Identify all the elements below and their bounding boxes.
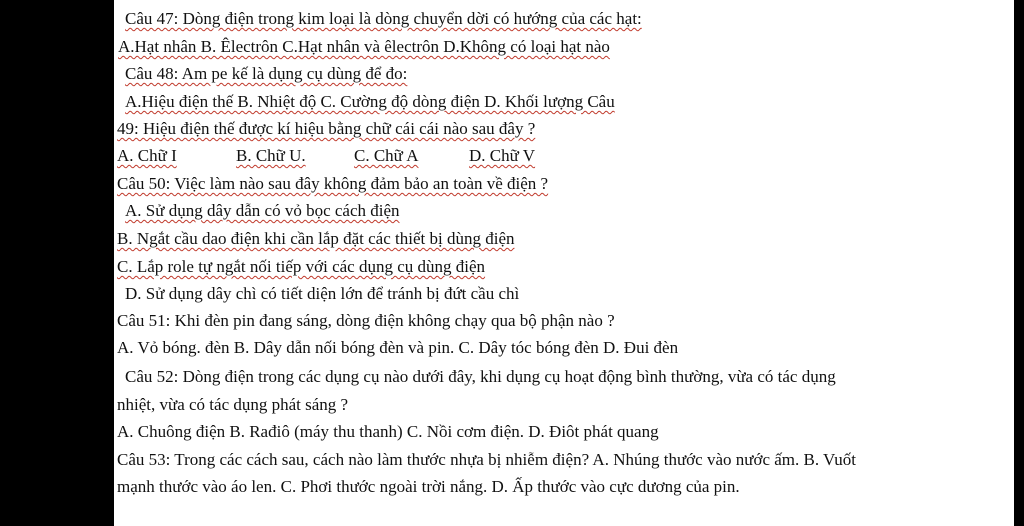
q51-question: Câu 51: Khi đèn pin đang sáng, dòng điện không chạy qua bộ phận nào ?	[117, 311, 615, 330]
q50-option-a: A. Sử dụng dây dẫn có vỏ bọc cách điện	[125, 201, 400, 220]
q50-question: Câu 50: Việc làm nào sau đây không đảm bảo an toàn về điện ?	[117, 174, 549, 193]
q49-option-d: D. Chữ V	[469, 146, 536, 165]
q50-option-c: C. Lắp role tự ngắt nối tiếp với các dụng cụ dùng điện	[117, 257, 486, 276]
q49-option-b: B. Chữ U.	[236, 146, 306, 165]
q53-question: Câu 53: Trong các cách sau, cách nào làm thước nhựa bị nhiễm điện? A. Nhúng thước vào nước ấm. B. Vuốt	[117, 450, 857, 469]
q52-question: Câu 52: Dòng điện trong các dụng cụ nào dưới đây, khi dụng cụ hoạt động bình thường, vừa có tác dụng	[125, 367, 836, 386]
q52-options: A. Chuông điện B. Rađiô (máy thu thanh) C. Nồi cơm điện. D. Điôt phát quang	[117, 422, 659, 441]
q50-option-b: B. Ngắt cầu dao điện khi cần lắp đặt các thiết bị dùng điện	[117, 229, 515, 248]
q49-option-c: C. Chữ A	[354, 146, 419, 165]
q53-question-cont: mạnh thước vào áo len. C. Phơi thước ngoài trời nắng. D. Ấp thước vào cực dương của pin.	[117, 477, 740, 496]
document-page	[114, 0, 1014, 526]
q49-option-a: A. Chữ I	[117, 146, 177, 165]
q47-options: A.Hạt nhân B. Êlectrôn C.Hạt nhân và êlectrôn D.Không có loại hạt nào	[118, 37, 610, 56]
q48-question: Câu 48: Am pe kế là dụng cụ dùng để đo:	[125, 64, 408, 83]
q48-options: A.Hiệu điện thế B. Nhiệt độ C. Cường độ dòng điện D. Khối lượng Câu	[125, 92, 615, 111]
q52-question-cont: nhiệt, vừa có tác dụng phát sáng ?	[117, 395, 349, 414]
q47-question: Câu 47: Dòng điện trong kim loại là dòng chuyển dời có hướng của các hạt:	[125, 9, 642, 28]
q50-option-d: D. Sử dụng dây chì có tiết diện lớn để tránh bị đứt cầu chì	[125, 284, 520, 303]
q51-options: A. Vỏ bóng. đèn B. Dây dẫn nối bóng đèn và pin. C. Dây tóc bóng đèn D. Đui đèn	[117, 338, 679, 357]
q49-question: 49: Hiệu điện thế được kí hiệu bằng chữ cái cái nào sau đây ?	[117, 119, 536, 138]
